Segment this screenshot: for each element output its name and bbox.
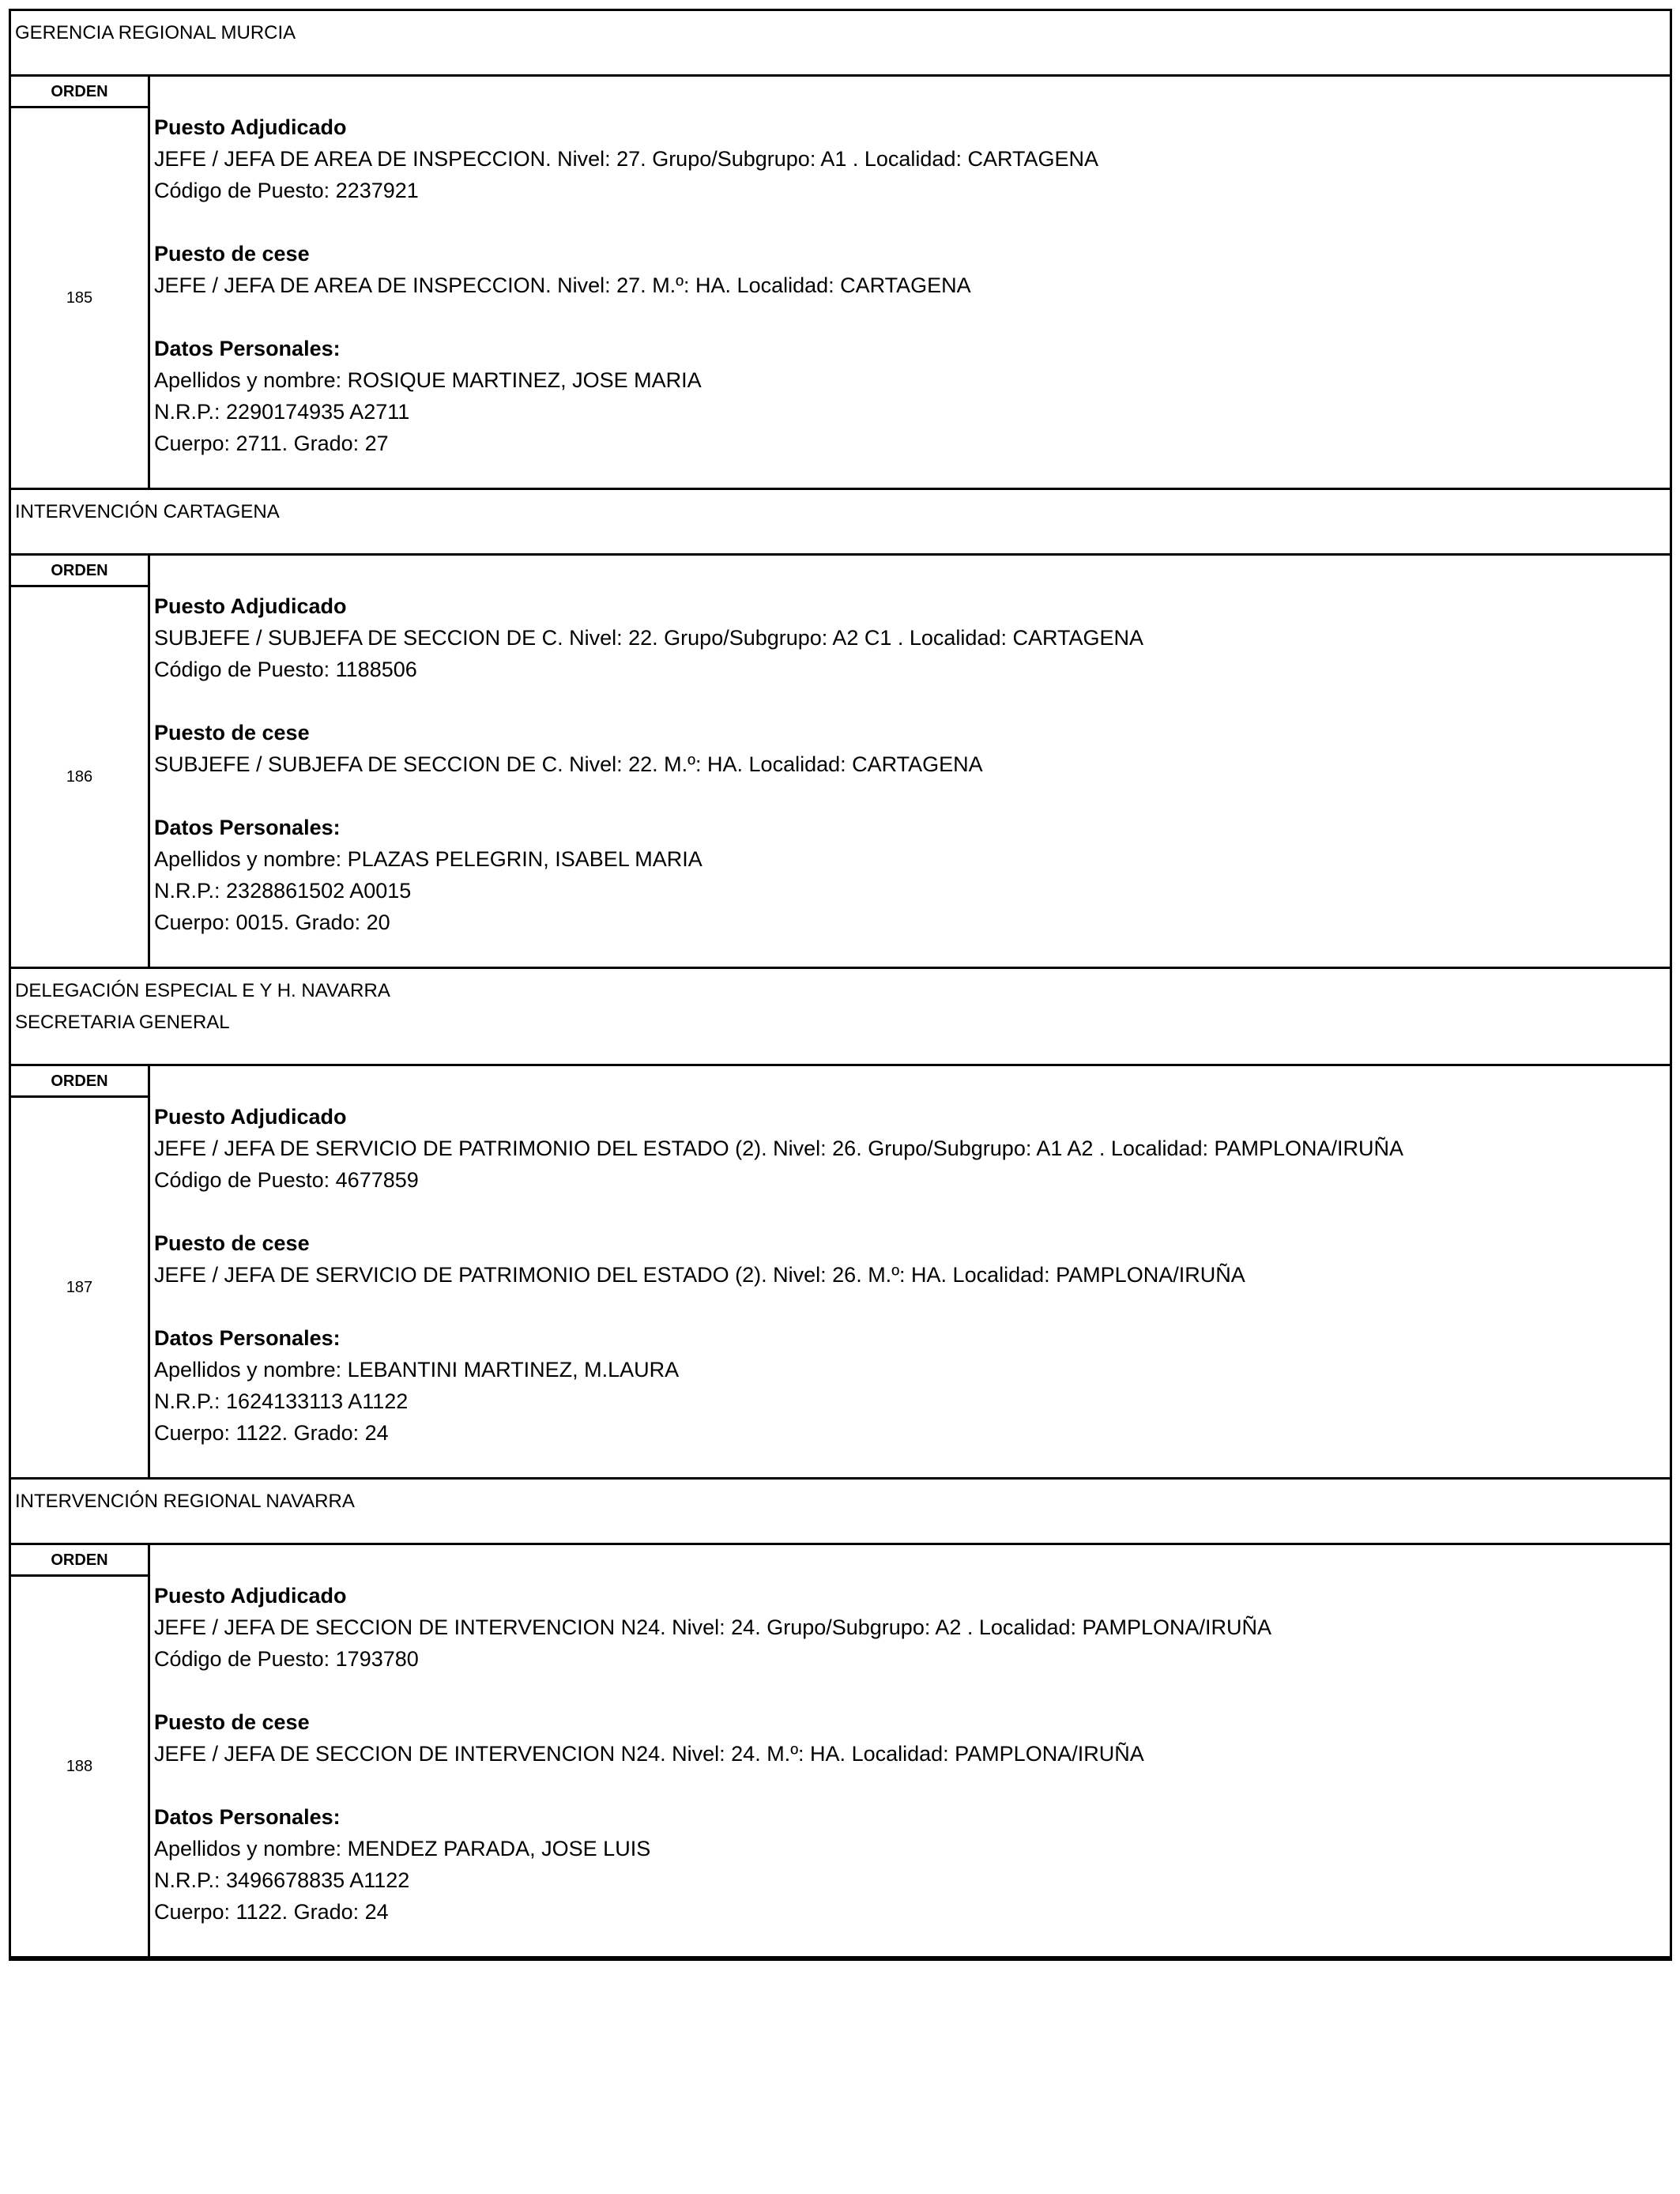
nrp: N.R.P.: 3496678835 A1122 [154,1868,410,1892]
orden-label: ORDEN [11,1066,148,1098]
cuerpo: Cuerpo: 1122. Grado: 24 [154,1421,389,1445]
adjudicado-text: JEFE / JEFA DE AREA DE INSPECCION. Nivel: 27. Grupo/Subgrupo: A1 . Localidad: CARTAGENA [154,147,1099,171]
cese-label: Puesto de cese [154,1710,310,1734]
orden-column [11,77,150,488]
section-188 [11,1480,1670,1958]
nrp: N.R.P.: 2328861502 A0015 [154,879,412,903]
nrp: N.R.P.: 1624133113 A1122 [154,1389,409,1413]
section-header [11,1480,1670,1543]
adjudicado-text: JEFE / JEFA DE SERVICIO DE PATRIMONIO DEL ESTADO (2). Nivel: 26. Grupo/Subgrupo: A1 A2 . Localidad: PAMPLONA/IRUÑA [154,1137,1404,1160]
section-header [11,969,1670,1064]
cuerpo: Cuerpo: 0015. Grado: 20 [154,910,390,934]
header-line: GERENCIA REGIONAL MURCIA [15,22,296,43]
orden-column [11,556,150,967]
cese-label: Puesto de cese [154,242,310,266]
adjudicado-text: SUBJEFE / SUBJEFA DE SECCION DE C. Nivel: 22. Grupo/Subgrupo: A2 C1 . Localidad: CARTAGENA [154,626,1143,650]
orden-number: 186 [66,767,93,786]
datos-label: Datos Personales: [154,337,341,360]
orden-label: ORDEN [11,1545,148,1577]
nombre: Apellidos y nombre: MENDEZ PARADA, JOSE LUIS [154,1837,651,1860]
header-line: INTERVENCIÓN CARTAGENA [15,501,280,522]
codigo-puesto: Código de Puesto: 4677859 [154,1168,419,1192]
nombre: Apellidos y nombre: ROSIQUE MARTINEZ, JOSE MARIA [154,368,702,392]
section-header [11,490,1670,553]
orden-label: ORDEN [11,556,148,587]
datos-label: Datos Personales: [154,1805,341,1829]
orden-number: 187 [66,1278,93,1296]
header-line: SECRETARIA GENERAL [15,1012,230,1033]
codigo-puesto: Código de Puesto: 1188506 [154,658,417,681]
record-row [11,553,1670,967]
cuerpo: Cuerpo: 2711. Grado: 27 [154,432,389,455]
codigo-puesto: Código de Puesto: 1793780 [154,1647,419,1671]
cese-label: Puesto de cese [154,1231,310,1255]
orden-number: 185 [66,288,93,307]
cese-label: Puesto de cese [154,721,310,745]
orden-number: 188 [66,1757,93,1775]
record-content [150,556,1670,967]
orden-column [11,1066,150,1477]
cese-text: JEFE / JEFA DE AREA DE INSPECCION. Nivel: 27. M.º: HA. Localidad: CARTAGENA [154,273,971,297]
datos-label: Datos Personales: [154,816,341,839]
cuerpo: Cuerpo: 1122. Grado: 24 [154,1900,389,1924]
cese-text: JEFE / JEFA DE SERVICIO DE PATRIMONIO DEL ESTADO (2). Nivel: 26. M.º: HA. Localidad: PAMPLONA/IRUÑA [154,1263,1245,1287]
section-187 [11,969,1670,1480]
adjudicado-label: Puesto Adjudicado [154,594,347,618]
record-row [11,1543,1670,1956]
nrp: N.R.P.: 2290174935 A2711 [154,400,410,424]
adjudicado-label: Puesto Adjudicado [154,115,347,139]
record-row [11,1064,1670,1477]
adjudicado-label: Puesto Adjudicado [154,1584,347,1608]
header-line: DELEGACIÓN ESPECIAL E Y H. NAVARRA [15,980,390,1001]
cese-text: JEFE / JEFA DE SECCION DE INTERVENCION N24. Nivel: 24. M.º: HA. Localidad: PAMPLONA/IRUÑA [154,1742,1144,1766]
record-row [11,74,1670,488]
datos-label: Datos Personales: [154,1326,341,1350]
nombre: Apellidos y nombre: LEBANTINI MARTINEZ, M.LAURA [154,1358,680,1382]
orden-label: ORDEN [11,77,148,108]
section-186 [11,490,1670,969]
record-content [150,77,1670,488]
header-line: INTERVENCIÓN REGIONAL NAVARRA [15,1491,355,1512]
adjudicado-text: JEFE / JEFA DE SECCION DE INTERVENCION N24. Nivel: 24. Grupo/Subgrupo: A2 . Localidad: PAMPLONA/IRUÑA [154,1615,1272,1639]
record-content [150,1545,1670,1956]
orden-column [11,1545,150,1956]
nombre: Apellidos y nombre: PLAZAS PELEGRIN, ISABEL MARIA [154,847,703,871]
section-header [11,11,1670,74]
section-185 [11,11,1670,490]
document-table [9,9,1672,1961]
cese-text: SUBJEFE / SUBJEFA DE SECCION DE C. Nivel: 22. M.º: HA. Localidad: CARTAGENA [154,752,983,776]
adjudicado-label: Puesto Adjudicado [154,1105,347,1129]
codigo-puesto: Código de Puesto: 2237921 [154,179,419,202]
record-content [150,1066,1670,1477]
